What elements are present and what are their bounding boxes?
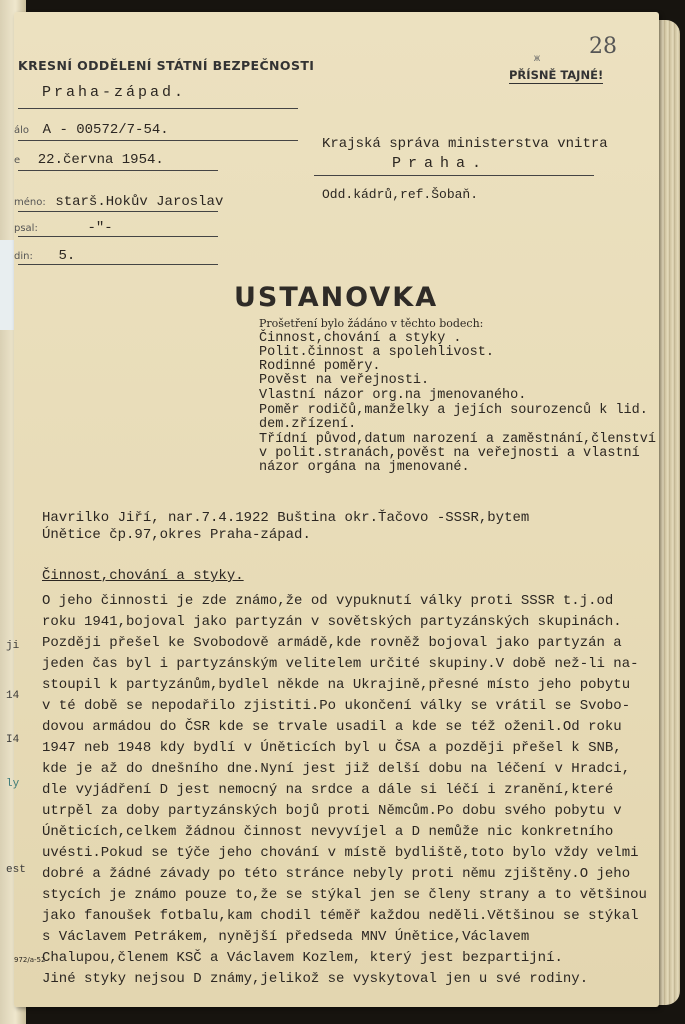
body-line: dovou armádou do ČSR kde se trvale usadil a kde se též oženil.Od roku xyxy=(42,719,622,735)
section-heading: Činnost,chování a styky. xyxy=(42,568,244,584)
document-title: USTANOVKA xyxy=(234,282,439,313)
body-line: 1947 neb 1948 kdy bydlí v Úněticích byl u ČSA a později přešel k SNB, xyxy=(42,740,622,756)
subject-line: Havrilko Jiří, nar.7.4.1922 Buština okr.Ťačovo -SSSR,bytem xyxy=(42,510,530,526)
addressee-line-3: Odd.kádrů,ref.Šobaň. xyxy=(322,187,479,202)
body-line: utrpěl za doby partyzánských bojů proti Němcům.Po dobu svého pobytu v xyxy=(42,803,622,819)
inquiry-topic: Rodinné poměry. xyxy=(259,359,381,374)
body-line: Chalupou,členem KSČ a Václavem Kozlem, který jest bezpartijní. xyxy=(42,950,563,966)
field-date: e 22.června 1954. xyxy=(14,152,164,168)
body-line: roku 1941,bojoval jako partyzán v sovětských partyzánských skupinách. xyxy=(42,614,622,630)
page-number: 28 xyxy=(589,34,617,59)
department-city: Praha-západ. xyxy=(42,84,187,101)
document-page xyxy=(6,12,659,1007)
body-line: O jeho činnosti je zde známo,že od vypuknutí války proti SSSR t.j.od xyxy=(42,593,614,609)
body-line: dobré a žádné závady po této stránce nebyly proti němu zjištěny.O jeho xyxy=(42,866,631,882)
inquiry-topic: Pověst na veřejnosti. xyxy=(259,373,430,388)
body-line: Jiné styky nejsou D známy,jelikož se vyskytoval jen u své rodiny. xyxy=(42,971,589,987)
inquiry-topic: Činnost,chování a styky . xyxy=(259,331,462,346)
addressee-line-2: Praha. xyxy=(392,155,489,172)
margin-mark: I4 xyxy=(6,734,20,746)
inquiry-topic: v polit.stranách,pověst na veřejnosti a vlastní xyxy=(259,446,640,461)
form-code: 972/a-52 xyxy=(14,956,46,964)
header-rule xyxy=(18,108,298,109)
subject-line: Únětice čp.97,okres Praha-západ. xyxy=(42,527,311,543)
body-line: jako fanoušek fotbalu,kam chodil téměř každou neděli.Většinou se stýkal xyxy=(42,908,639,924)
body-line: stoupil k partyzánům,bydlel někde na Ukrajině,přesné místo jeho pobytu xyxy=(42,677,631,693)
inquiry-topic: dem.zřízení. xyxy=(259,417,357,432)
field-rule xyxy=(18,264,218,265)
inquiry-topic: Třídní původ,datum narození a zaměstnání,členství xyxy=(259,432,656,447)
body-line: uvésti.Pokud se týče jeho chování v místě bydliště,toto bylo vždy velmi xyxy=(42,845,639,861)
inquiry-topic: Poměr rodičů,manželky a jejích sourozenců k lid. xyxy=(259,403,648,418)
body-line: s Václavem Petrákem, nynější předseda MNV Únětice,Václavem xyxy=(42,929,530,945)
field-rule xyxy=(18,140,298,141)
field-rule xyxy=(18,170,218,171)
margin-mark: 14 xyxy=(6,690,20,702)
addressee-line-1: Krajská správa ministerstva vnitra xyxy=(322,136,608,152)
field-rule xyxy=(18,236,218,237)
inquiry-topic: Polit.činnost a spolehlivost. xyxy=(259,345,494,360)
field-reference-number: álo A - 00572/7-54. xyxy=(14,122,169,138)
margin-mark: est xyxy=(6,864,26,876)
inquiry-topic: Vlastní názor org.na jmenovaného. xyxy=(259,388,527,403)
body-line: kde je až do dnešního dne.Nyní jest již delší dobu na léčení v Hradci, xyxy=(42,761,631,777)
inquiry-intro: Prošetření bylo žádáno v těchto bodech: xyxy=(259,317,484,330)
stamp-tick: ж xyxy=(534,54,541,65)
body-line: v té době se nepodařilo zjistiti.Po ukončení války se vrátil se Svobo- xyxy=(42,698,631,714)
field-rule xyxy=(18,211,218,212)
margin-mark: ji xyxy=(6,640,20,652)
addressee-rule xyxy=(314,175,594,176)
margin-mark: ly xyxy=(6,778,20,790)
body-line: Později přešel ke Svobodově armádě,kde rovněž bojoval jako partyzán a xyxy=(42,635,622,651)
field-typed-by: psal: -"- xyxy=(14,220,113,236)
body-line: Úněticích,celkem žádnou činnost nevyvíjel a D nemůže nic konkretního xyxy=(42,824,614,840)
body-line: stycích je známo pouze to,že se stýkal jen se členy strany a to většinou xyxy=(42,887,647,903)
field-copies: din: 5. xyxy=(14,248,76,264)
inquiry-topic: názor orgána na jmenované. xyxy=(259,460,470,475)
secret-stamp: PŘÍSNĚ TAJNÉ! xyxy=(509,68,604,82)
body-line: jeden čas byl i partyzánským velitelem určité skupiny.V době než-li na- xyxy=(42,656,639,672)
field-name: méno: starš.Hokův Jaroslav xyxy=(14,194,224,210)
department-header: KRESNÍ ODDĚLENÍ STÁTNÍ BEZPEČNOSTI xyxy=(18,58,315,73)
body-line: dle vyjádření D jest nemocný na srdce a dále si léčí i zranění,které xyxy=(42,782,614,798)
